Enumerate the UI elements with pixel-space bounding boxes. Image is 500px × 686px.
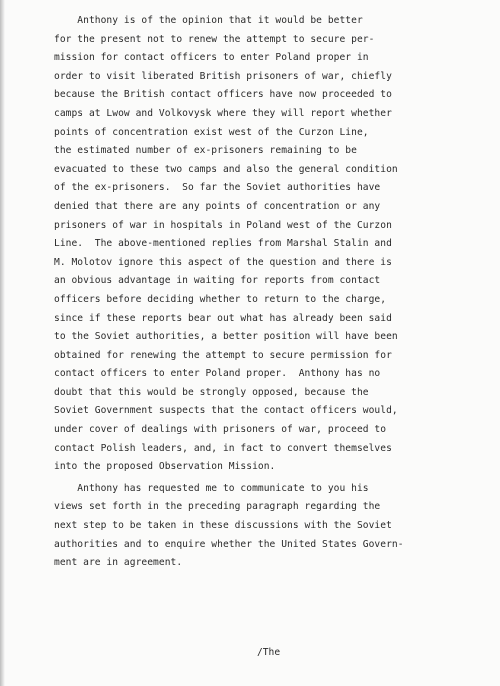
catchword: /The	[257, 647, 281, 658]
scan-edge-shadow	[0, 0, 5, 686]
text-line: Anthony is of the opinion that it would be better	[54, 15, 363, 26]
text-line: Line. The above-mentioned replies from Marshal Stalin and	[54, 238, 392, 250]
text-line: mission for contact officers to enter Poland proper in	[54, 52, 369, 64]
text-line: obtained for renewing the attempt to secure permission for	[54, 349, 392, 361]
text-line: views set forth in the preceding paragraph regarding the	[54, 501, 381, 513]
text-line: the estimated number of ex-prisoners remaining to be	[54, 145, 357, 157]
text-line: authorities and to enquire whether the United States Govern-	[54, 538, 404, 550]
text-line: contact Polish leaders, and, in fact to convert themselves	[54, 442, 392, 454]
text-line: contact officers to enter Poland proper. Anthony has no	[54, 368, 381, 380]
text-line: under cover of dealings with prisoners of war, proceed to	[54, 424, 387, 436]
text-line: next step to be taken in these discussions with the Soviet	[54, 520, 392, 532]
text-line: doubt that this would be strongly opposed, because the	[54, 386, 369, 398]
text-line: to the Soviet authorities, a better position will have been	[54, 331, 398, 343]
text-line: since if these reports bear out what has already been said	[54, 312, 392, 324]
text-line: camps at Lwow and Volkovysk where they will report whether	[54, 107, 392, 119]
text-line: of the ex-prisoners. So far the Soviet authorities have	[54, 182, 381, 194]
text-line: Soviet Government suspects that the contact officers would,	[54, 405, 398, 417]
paragraph-1	[54, 12, 494, 477]
text-line: evacuated to these two camps and also the general condition	[54, 163, 398, 175]
text-line: an obvious advantage in waiting for reports from contact	[54, 275, 381, 287]
text-line: Anthony has requested me to communicate to you his	[54, 482, 369, 494]
text-line: ment are in agreement.	[54, 557, 183, 569]
text-line: order to visit liberated British prisoners of war, chiefly	[54, 70, 392, 82]
text-line: officers before deciding whether to return to the charge,	[54, 293, 387, 305]
text-line: prisoners of war in hospitals in Poland west of the Curzon	[54, 219, 392, 231]
text-line: into the proposed Observation Mission.	[54, 461, 276, 473]
text-line: M. Molotov ignore this aspect of the question and there is	[54, 256, 392, 268]
text-line: denied that there are any points of concentration or any	[54, 200, 381, 212]
paragraph-2	[54, 480, 494, 573]
text-line: points of concentration exist west of the Curzon Line,	[54, 126, 369, 138]
text-line: for the present not to renew the attempt to secure per-	[54, 33, 375, 45]
text-line: because the British contact officers have now proceeded to	[54, 89, 392, 101]
document-body	[54, 12, 494, 573]
